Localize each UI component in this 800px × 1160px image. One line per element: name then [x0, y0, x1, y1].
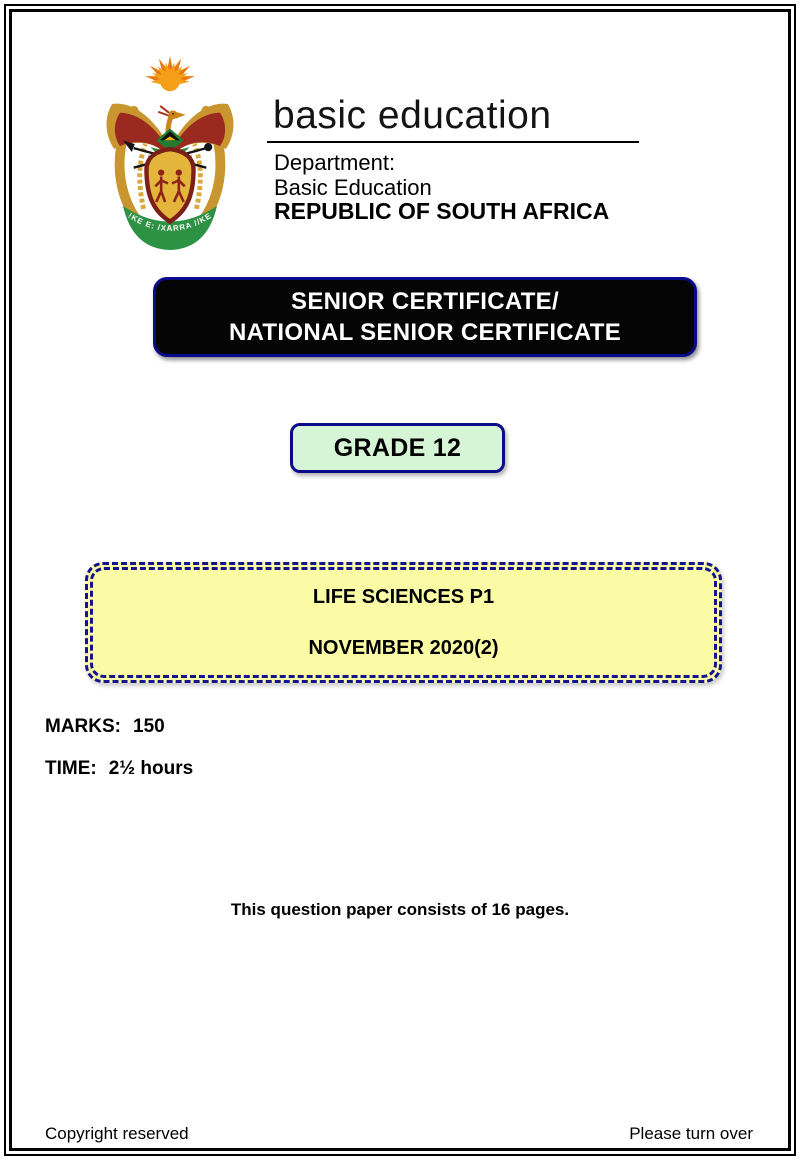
subject-title: LIFE SCIENCES P1 — [312, 585, 495, 608]
time-value: 2½ hours — [108, 758, 194, 779]
subject-box — [85, 562, 722, 683]
grade-badge: GRADE 12 — [290, 423, 505, 473]
exam-session: NOVEMBER 2020(2) — [308, 636, 499, 659]
department-name: Basic Education — [274, 175, 432, 200]
time-label: TIME: — [45, 758, 97, 779]
marks-value: 150 — [133, 716, 165, 737]
brand-underline — [267, 141, 639, 143]
footer-copyright: Copyright reserved — [45, 1124, 189, 1143]
shield-icon — [146, 149, 193, 222]
certificate-banner — [153, 277, 697, 357]
pages-note: This question paper consists of 16 pages. — [230, 900, 570, 919]
footer-turn-over: Please turn over — [629, 1124, 753, 1143]
department-label: Department: — [274, 150, 396, 175]
south-africa-coat-of-arms-icon — [96, 54, 244, 250]
marks-label: MARKS: — [45, 716, 121, 737]
logo-motto: !KE E: /XARRA //KE — [126, 210, 214, 233]
brand-wordmark: basic education — [273, 94, 552, 137]
country-name: REPUBLIC OF SOUTH AFRICA — [274, 198, 610, 224]
marks-row — [45, 716, 165, 738]
certificate-line-1: SENIOR CERTIFICATE/ — [291, 288, 559, 315]
time-row — [45, 758, 193, 780]
certificate-line-2: NATIONAL SENIOR CERTIFICATE — [228, 319, 622, 346]
sun-icon — [144, 56, 196, 91]
